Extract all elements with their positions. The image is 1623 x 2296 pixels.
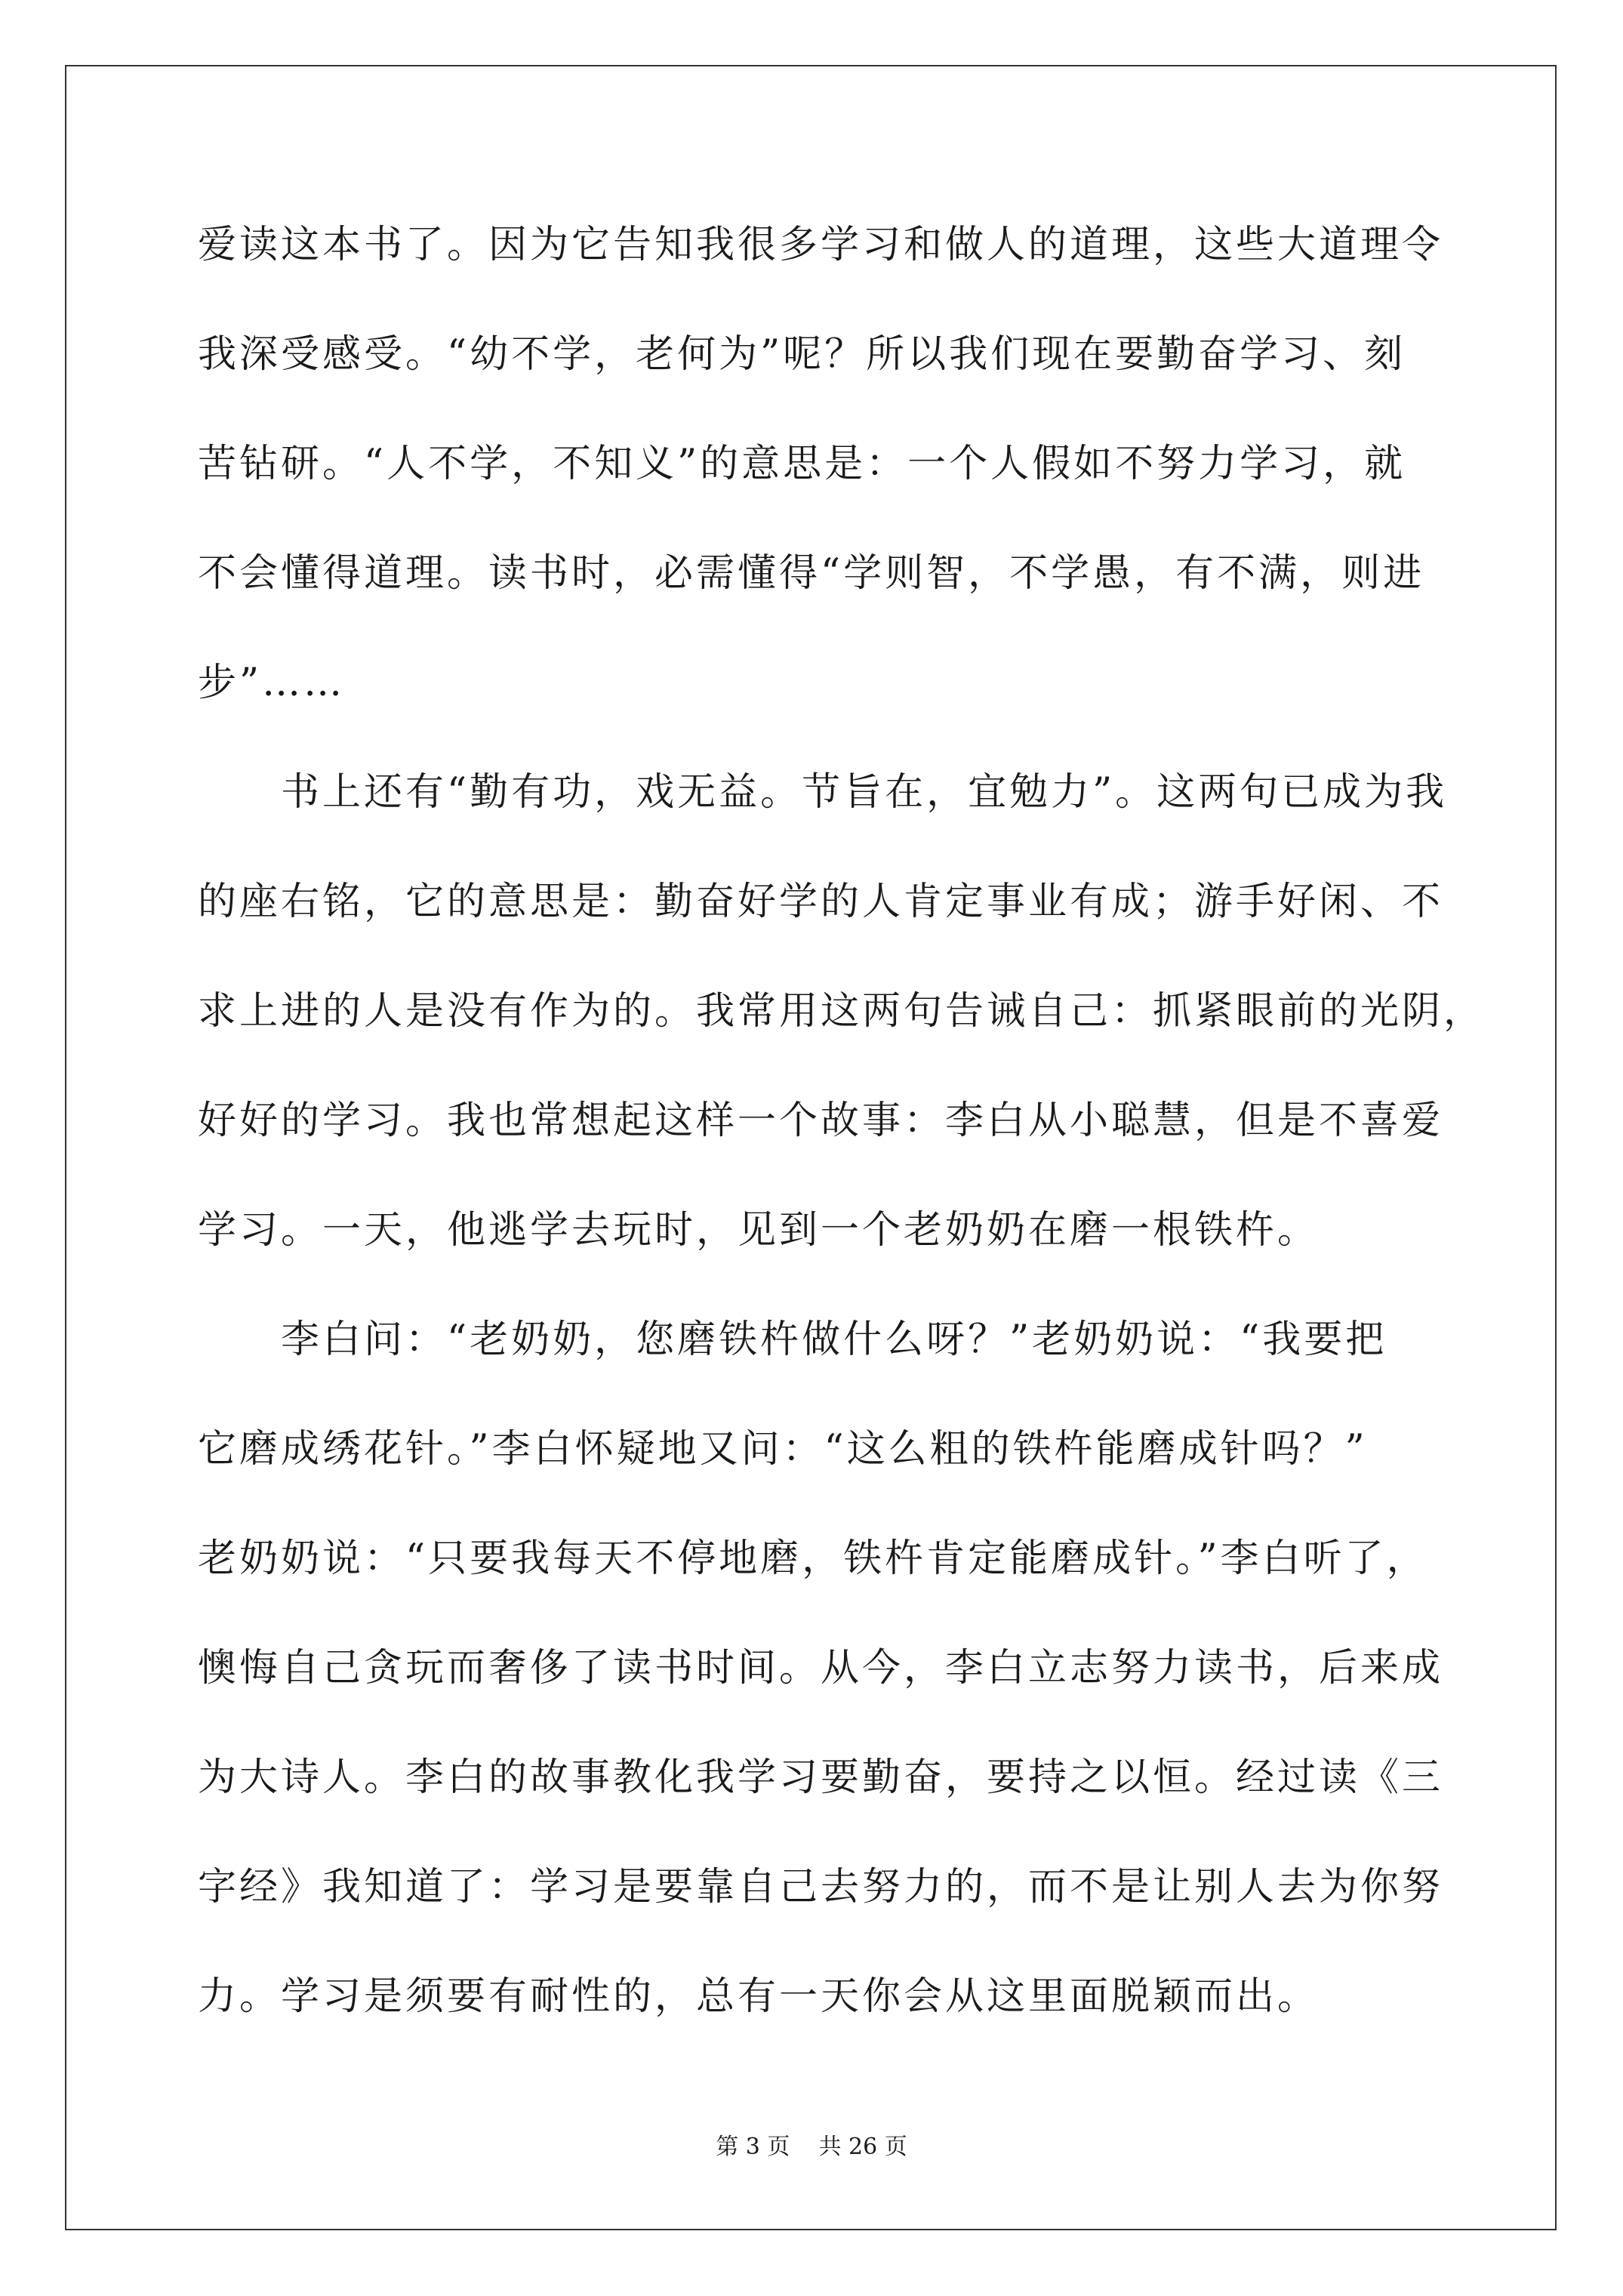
body-text-line: 学习。一天，他逃学去玩时，见到一个老奶奶在磨一根铁杵。 bbox=[198, 1208, 1320, 1253]
body-text-line: 求上进的人是没有作为的。我常用这两句告诫自己：抓紧眼前的光阴， bbox=[198, 989, 1486, 1034]
body-text-line: 为大诗人。李白的故事教化我学习要勤奋，要持之以恒。经过读《三 bbox=[198, 1755, 1444, 1800]
body-text-line: 力。学习是须要有耐性的，总有一天你会从这里面脱颖而出。 bbox=[198, 1974, 1320, 2019]
body-text-line: 字经》我知道了：学习是要靠自己去努力的，而不是让别人去为你努 bbox=[198, 1865, 1444, 1909]
paragraph-start-line: 李白问：“老奶奶，您磨铁杵做什么呀？”老奶奶说：“我要把 bbox=[281, 1318, 1387, 1362]
body-text-line: 懊悔自己贪玩而奢侈了读书时间。从今，李白立志努力读书，后来成 bbox=[198, 1646, 1444, 1690]
body-text-line: 步”…… bbox=[198, 661, 346, 705]
body-text-line: 我深受感受。“幼不学，老何为”呢？所以我们现在要勤奋学习、刻 bbox=[198, 332, 1406, 377]
body-text-line: 苦钻研。“人不学，不知义”的意思是：一个人假如不努力学习，就 bbox=[198, 442, 1406, 486]
body-text-line: 爱读这本书了。因为它告知我很多学习和做人的道理，这些大道理令 bbox=[198, 223, 1444, 267]
body-text-line: 老奶奶说：“只要我每天不停地磨，铁杵肯定能磨成针。”李白听了， bbox=[198, 1536, 1428, 1581]
body-text-line: 的座右铭，它的意思是：勤奋好学的人肯定事业有成；游手好闲、不 bbox=[198, 880, 1444, 924]
body-text-line: 好好的学习。我也常想起这样一个故事：李白从小聪慧，但是不喜爱 bbox=[198, 1099, 1444, 1143]
body-text-line: 它磨成绣花针。”李白怀疑地又问：“这么粗的铁杵能磨成针吗？” bbox=[198, 1427, 1368, 1472]
body-text-line: 不会懂得道理。读书时，必需懂得“学则智，不学愚，有不满，则进 bbox=[198, 551, 1425, 596]
paragraph-start-line: 书上还有“勤有功，戏无益。节旨在，宜勉力”。这两句已成为我 bbox=[281, 770, 1448, 815]
page-number-footer: 第 3 页 共 26 页 bbox=[716, 2134, 907, 2160]
